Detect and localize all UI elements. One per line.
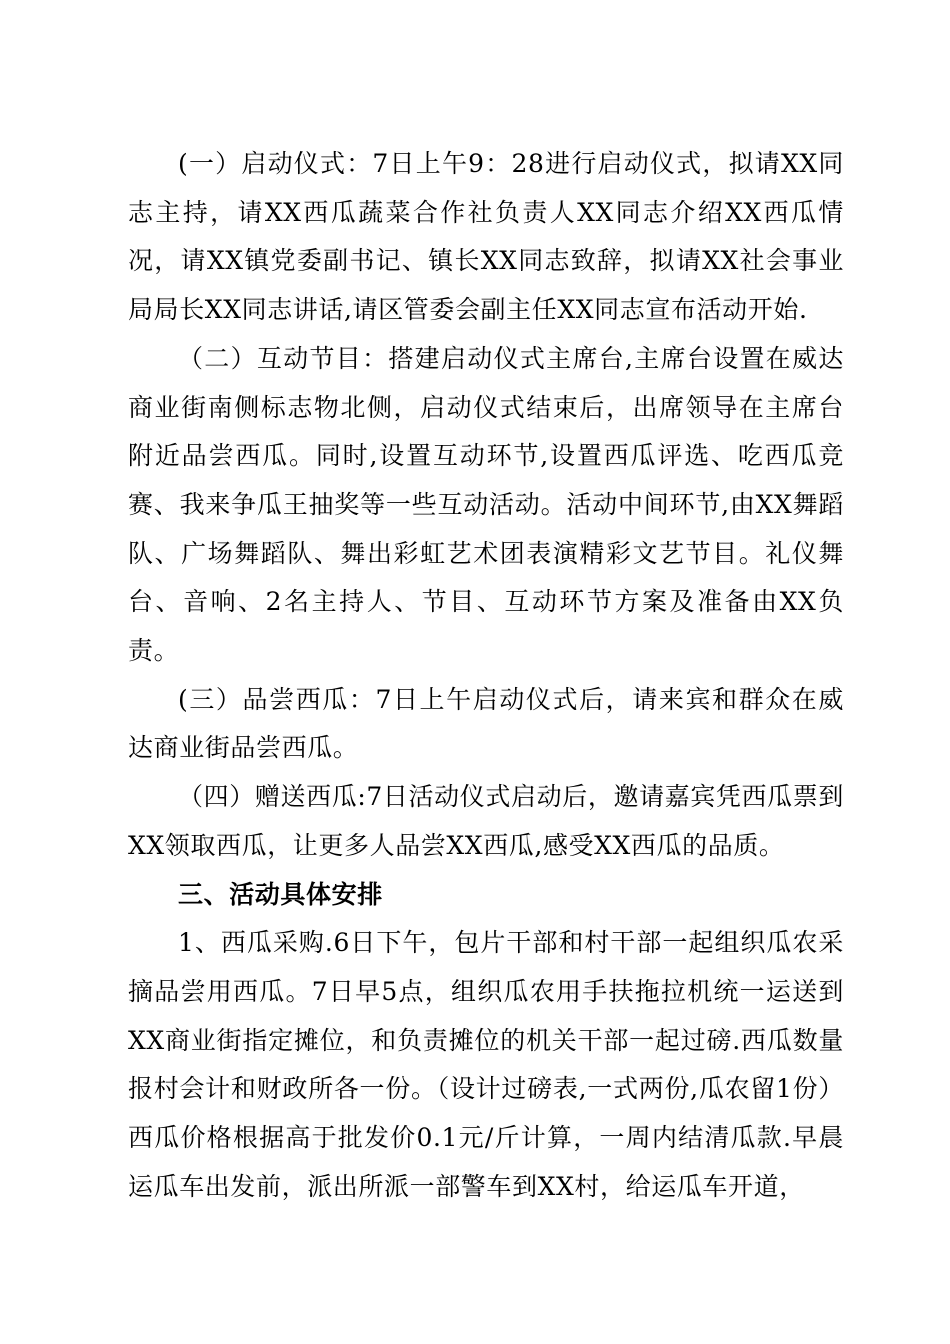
paragraph-tasting: (三）品尝西瓜：7日上午启动仪式后，请来宾和群众在威达商业街品尝西瓜。 [128, 684, 844, 763]
paragraph-gifting: （四）赠送西瓜:7日活动仪式启动后，邀请嘉宾凭西瓜票到XX领取西瓜，让更多人品尝XX西瓜,感受XX西瓜的品质。 [128, 782, 844, 860]
document-body [128, 140, 844, 1211]
section-heading: 三、活动具体安排 [178, 879, 383, 909]
paragraph-purchase: 1、西瓜采购.6日下午，包片干部和村干部一起组织瓜农采摘品尝用西瓜。7日早5点，组织瓜农用手扶拖拉机统一运送到XX商业街指定摊位，和负责摊位的机关干部一起过磅.西瓜数量报村会计和财政所各一份。（设计过磅表,一式两份,瓜农留1份）西瓜价格根据高于批发价0.1元/斤计算，一周内结清瓜款.早晨运瓜车出发前，派出所派一部警车到XX村，给运瓜车开道， [128, 928, 844, 1201]
paragraph-interactive-program: （二）互动节目：搭建启动仪式主席台,主席台设置在威达商业街南侧标志物北侧，启动仪式结束后，出席领导在主席台附近品尝西瓜。同时,设置互动环节,设置西瓜评选、吃西瓜竞赛、我来争瓜王抽奖等一些互动活动。活动中间环节,由XX舞蹈队、广场舞蹈队、舞出彩虹艺术团表演精彩文艺节目。礼仪舞台、音响、2名主持人、节目、互动环节方案及准备由XX负责。 [128, 343, 844, 666]
paragraph-launch-ceremony: (一）启动仪式：7日上午9：28进行启动仪式，拟请XX同志主持，请XX西瓜蔬菜合作社负责人XX同志介绍XX西瓜情况，请XX镇党委副书记、镇长XX同志致辞，拟请XX社会事业局局长XX同志讲话,请区管委会副主任XX同志宣布活动开始. [128, 149, 844, 325]
